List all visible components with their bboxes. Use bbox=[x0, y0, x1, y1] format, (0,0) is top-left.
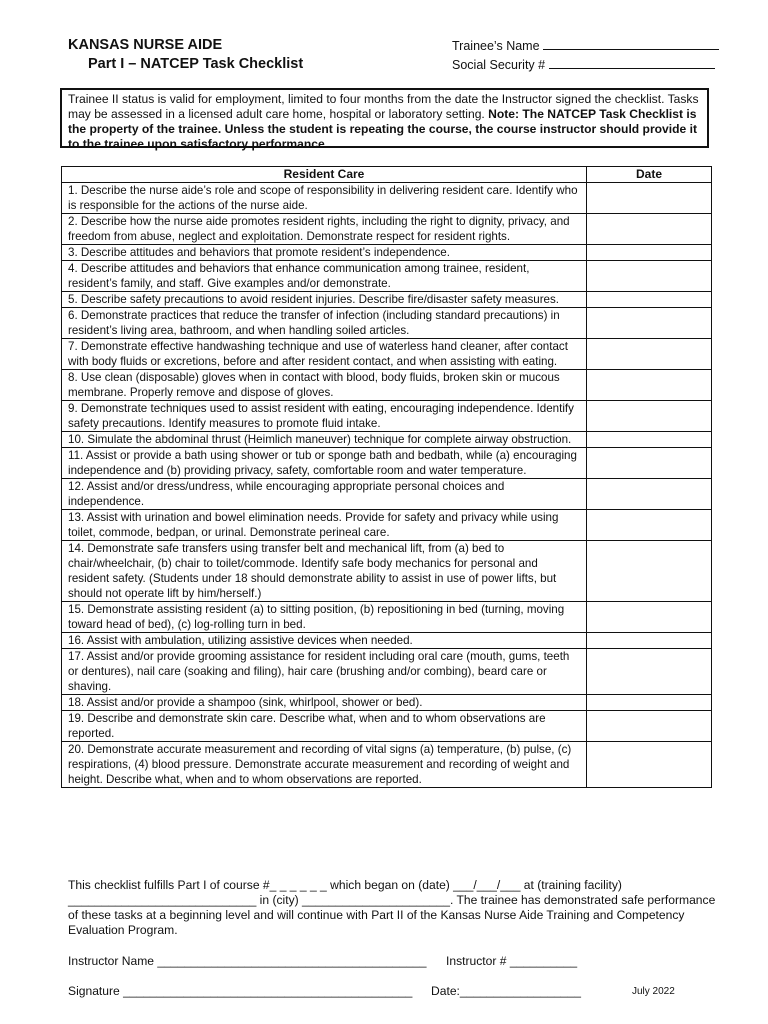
task-cell: 14. Demonstrate safe transfers using transfer belt and mechanical lift, from (a) bed to chair/wheelchair, (b) chair to toilet/commode. Identify safe body mechanics for personal and resident safety. (Students under 18 should demonstrate ability to assist in use of power lifts, but should not operate lift by him/herself.) bbox=[62, 541, 587, 602]
notice-box bbox=[60, 88, 709, 151]
task-cell: 15. Demonstrate assisting resident (a) to sitting position, (b) repositioning in bed (turning, moving toward head of bed), (c) log-rolling turn in bed. bbox=[62, 602, 587, 633]
table-row bbox=[62, 214, 712, 245]
date-cell[interactable] bbox=[587, 541, 712, 602]
task-cell: 13. Assist with urination and bowel elimination needs. Provide for safety and privacy while using toilet, commode, bedpan, or urinal. Demonstrate perineal care. bbox=[62, 510, 587, 541]
task-cell: 18. Assist and/or provide a shampoo (sink, whirlpool, shower or bed). bbox=[62, 695, 587, 711]
table-row bbox=[62, 695, 712, 711]
date-cell[interactable] bbox=[587, 633, 712, 649]
date-cell[interactable] bbox=[587, 183, 712, 214]
task-checklist-table bbox=[61, 166, 712, 788]
table-row bbox=[62, 711, 712, 742]
notice-bold-text: Note: The NATCEP Task Checklist is the property of the trainee. Unless the student is repeating the course, the course instructor should provide it to the trainee upon satisfactory performance. bbox=[68, 107, 697, 151]
table-row bbox=[62, 742, 712, 788]
date-cell[interactable] bbox=[587, 214, 712, 245]
date-cell[interactable] bbox=[587, 261, 712, 292]
task-cell: 12. Assist and/or dress/undress, while encouraging appropriate personal choices and independence. bbox=[62, 479, 587, 510]
task-cell: 4. Describe attitudes and behaviors that enhance communication among trainee, resident, resident’s family, and staff. Give examples and/or demonstrate. bbox=[62, 261, 587, 292]
notice-text: Trainee II status is valid for employment, limited to four months from the date the Instructor signed the checklist. Tasks may be assessed in a licensed adult care home, hospital or laboratory setting. bbox=[68, 92, 699, 121]
date-cell[interactable] bbox=[587, 339, 712, 370]
table-row bbox=[62, 401, 712, 432]
date-cell[interactable] bbox=[587, 649, 712, 695]
header-date: Date bbox=[587, 167, 712, 183]
task-cell: 10. Simulate the abdominal thrust (Heimlich maneuver) technique for complete airway obstruction. bbox=[62, 432, 587, 448]
date-cell[interactable] bbox=[587, 432, 712, 448]
task-cell: 17. Assist and/or provide grooming assistance for resident including oral care (mouth, gums, teeth or dentures), nail care (soaking and filing), hair care (brushing and/or combing), beard care or shaving. bbox=[62, 649, 587, 695]
trainee-name-field bbox=[452, 39, 719, 53]
task-cell: 5. Describe safety precautions to avoid resident injuries. Describe fire/disaster safety measures. bbox=[62, 292, 587, 308]
table-row bbox=[62, 448, 712, 479]
ssn-line bbox=[549, 58, 715, 69]
table-row bbox=[62, 292, 712, 308]
task-cell: 19. Describe and demonstrate skin care. Describe what, when and to whom observations are reported. bbox=[62, 711, 587, 742]
date-cell[interactable] bbox=[587, 510, 712, 541]
instructor-number-line: Instructor # __________ bbox=[446, 954, 578, 968]
table-row bbox=[62, 339, 712, 370]
task-cell: 2. Describe how the nurse aide promotes resident rights, including the right to dignity, privacy, and freedom from abuse, neglect and exploitation. Demonstrate respect for resident rights. bbox=[62, 214, 587, 245]
table-row bbox=[62, 602, 712, 633]
header-resident-care: Resident Care bbox=[62, 167, 587, 183]
ssn-label: Social Security # bbox=[452, 58, 546, 72]
task-cell: 9. Demonstrate techniques used to assist resident with eating, encouraging independence. Identify safety precautions. Identify measures to promote fluid intake. bbox=[62, 401, 587, 432]
date-cell[interactable] bbox=[587, 602, 712, 633]
date-cell[interactable] bbox=[587, 742, 712, 788]
table-row bbox=[62, 510, 712, 541]
task-cell: 6. Demonstrate practices that reduce the transfer of infection (including standard precautions) in resident’s living area, bathroom, and when handling soiled articles. bbox=[62, 308, 587, 339]
task-cell: 11. Assist or provide a bath using shower or tub or sponge bath and bedbath, while (a) encouraging independence and (b) providing privacy, safety, comfortable room and water temperature. bbox=[62, 448, 587, 479]
table-row bbox=[62, 370, 712, 401]
date-line: Date:__________________ bbox=[431, 984, 581, 998]
revision-date: July 2022 bbox=[632, 986, 675, 997]
task-cell: 1. Describe the nurse aide’s role and scope of responsibility in delivering resident care. Identify who is responsible for the actions of the nurse aide. bbox=[62, 183, 587, 214]
ssn-field bbox=[452, 58, 715, 72]
table-row bbox=[62, 261, 712, 292]
trainee-name-label: Trainee’s Name bbox=[452, 39, 540, 53]
page-subtitle: Part I – NATCEP Task Checklist bbox=[88, 56, 304, 72]
page-title: KANSAS NURSE AIDE bbox=[68, 37, 223, 53]
task-cell: 8. Use clean (disposable) gloves when in contact with blood, body fluids, broken skin or mucous membrane. Properly remove and dispose of gloves. bbox=[62, 370, 587, 401]
task-cell: 3. Describe attitudes and behaviors that promote resident’s independence. bbox=[62, 245, 587, 261]
date-cell[interactable] bbox=[587, 370, 712, 401]
task-cell: 20. Demonstrate accurate measurement and recording of vital signs (a) temperature, (b) pulse, (c) respirations, (4) blood pressure. Demonstrate accurate measurement and recording of weight and height. Describe what, when and to whom observations are reported. bbox=[62, 742, 587, 788]
table-row bbox=[62, 432, 712, 448]
signature-line: Signature ___________________________________________ bbox=[68, 984, 413, 998]
table-row bbox=[62, 479, 712, 510]
date-cell[interactable] bbox=[587, 308, 712, 339]
instructor-name-line: Instructor Name ________________________________________ bbox=[68, 954, 427, 968]
date-cell[interactable] bbox=[587, 695, 712, 711]
table-row bbox=[62, 308, 712, 339]
table-header-row bbox=[62, 167, 712, 183]
trainee-name-line bbox=[543, 39, 719, 50]
table-row bbox=[62, 183, 712, 214]
date-cell[interactable] bbox=[587, 292, 712, 308]
date-cell[interactable] bbox=[587, 711, 712, 742]
date-cell[interactable] bbox=[587, 245, 712, 261]
task-cell: 16. Assist with ambulation, utilizing assistive devices when needed. bbox=[62, 633, 587, 649]
task-cell: 7. Demonstrate effective handwashing technique and use of waterless hand cleaner, after contact with body fluids or excretions, before and after resident contact, and when assisting with eating. bbox=[62, 339, 587, 370]
table-row bbox=[62, 633, 712, 649]
table-row bbox=[62, 649, 712, 695]
table-row bbox=[62, 245, 712, 261]
date-cell[interactable] bbox=[587, 479, 712, 510]
table-row bbox=[62, 541, 712, 602]
completion-statement: This checklist fulfills Part I of course #_ _ _ _ _ _ which began on (date) ___/___/___ at (training facility) ____________________________ in (city) ______________________. The trainee has demonstrated safe performance of these tasks at a beginning level and will continue with Part II of the Kansas Nurse Aide Training and Competency Evaluation Program. bbox=[68, 878, 716, 937]
date-cell[interactable] bbox=[587, 401, 712, 432]
date-cell[interactable] bbox=[587, 448, 712, 479]
